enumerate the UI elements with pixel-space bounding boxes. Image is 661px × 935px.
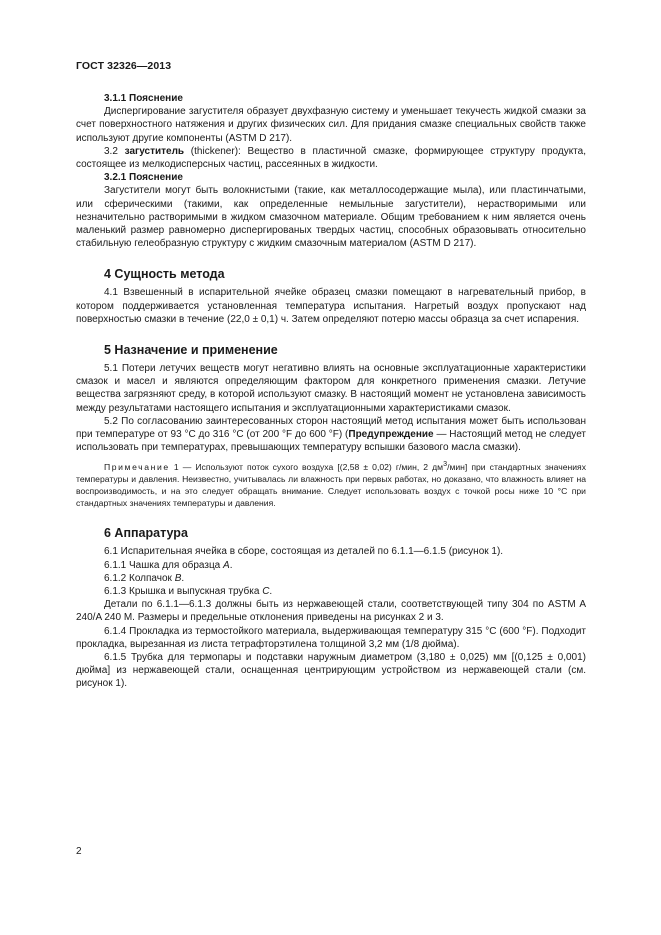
section-6-heading: 6 Аппаратура [104,526,188,541]
details-material-text: Детали по 6.1.1—6.1.3 должны быть из нержавеющей стали, соответствующей типу 304 по ASTM A 240/A 240 M. Размеры и предельные отклонения приведены на рисунках 2 и 3. [76,599,586,624]
clause-6-1-4: 6.1.4 Прокладка из термостойкого материала, выдерживающая температуру 315 °С (600 °F). Подходит прокладка, вырезанная из листа тетрафторэтилена толщиной 3,2 мм (1/8 дюйма). [76,625,586,650]
clause-3-1-1-text: Диспергирование загустителя образует двухфазную систему и уменьшает текучесть жидкой смазки за счет поверхностного натяжения и других физических сил. Для придания смазке специальных свойств также используют другие компоненты (ASTM D 217). [76,106,586,144]
clause-5-2 [76,415,586,455]
clause-6-1-1-letter: А [223,559,230,571]
page-number: 2 [76,846,82,857]
clause-3-2-1-text: Загустители могут быть волокнистыми (такие, как металлосодержащие мыла), или пластинчатыми, или сферическими (такими, как определенные немыльные загустители), нерастворимыми или незначительно растворимыми в жидком смазочном материале. Общим требованием к ним является очень маленький размер равномерно диспергированых твердых частиц, способных образовывать относительно стабильную гелеобразную структуру с жидким смазочным материалом (ASTM D 217). [76,185,586,250]
clause-3-2-number: 3.2 [104,145,118,157]
document-body [76,92,586,691]
clause-3-2 [76,145,586,171]
clause-6-1-3-dot: . [269,585,273,597]
section-4-heading: 4 Сущность метода [104,267,225,282]
clause-3-2-definition: (thickener): Вещество в пластичной смазке, формирующее структуру продукта, состоящее из мелкодисперсных частиц, рассеянных в жидкости. [76,145,586,171]
clause-6-1-1 [76,559,586,572]
clause-6-1-3 [76,585,586,598]
clause-6-1-1-dot: . [229,559,233,571]
clause-5-1: 5.1 Потери летучих веществ могут негативно влиять на основные эксплуатационные характеристики смазок и масел и являются определяющим фактором для конкретного применения смазки. Летучие вещества загрязняют среду, в которой используют смазку. В настоящий момент не установлена зависимость между результатами настоящего испытания и эксплуатационными характеристиками смазок. [76,363,586,414]
clause-6-1-2-dot: . [181,572,185,584]
clause-6-1-2-text: 6.1.2 Колпачок [104,572,175,584]
clause-5-2-text-end: — Настоящий метод не следует использовать при температурах, превышающих температуру вспышки базового масла смазки). [76,429,586,454]
clause-3-1-1-heading: 3.1.1 Пояснение [104,93,183,104]
clause-6-1: 6.1 Испарительная ячейка в сборе, состоящая из деталей по 6.1.1—6.1.5 (рисунок 1). [104,546,504,558]
note-1 [76,458,586,509]
clause-6-1-2 [76,572,586,585]
clause-6-1-3-text: 6.1.3 Крышка и выпускная трубка [104,585,263,597]
clause-6-1-1-text: 6.1.1 Чашка для образца [104,559,224,571]
note-text-end: /мин] при стандартных значениях температуры и давления. Неизвестно, учитывалась ли влажность при первых работах, но доказано, что влажность влияет на воспроизводимость, и на это следует обращать внимание. Следует использовать воздух с точкой росы ниже 10 °С при стандартных значениях температуры и давления. [76,462,586,509]
note-text-start: 1 — Используют поток сухого воздуха [(2,58 ± 0,02) г/мин, 2 дм [169,462,444,473]
clause-6-1-5: 6.1.5 Трубка для термопары и подставки наружным диаметром (3,180 ± 0,025) мм [(0,125 ± 0,001) дюйма] из нержавеющей стали, оснащенная центрирующим устройством из нержавеющей стали (см. рисунок 1). [76,651,586,690]
note-superscript: 3 [443,460,448,469]
note-label: Примечание [104,462,170,473]
clause-6-1-2-letter: В [174,572,182,584]
warning-label: Предупреждение [348,429,434,441]
term-thickener: загуститель [124,145,185,157]
clause-3-2-1-heading: 3.2.1 Пояснение [104,172,183,184]
clause-4-1: 4.1 Взвешенный в испарительной ячейке образец смазки помещают в нагревательный прибор, в котором поддерживается установленная температура испытания. Нагретый воздух пропускают над поверхностью смазки в течение (22,0 ± 0,1) ч. Затем определяют потерю массы образца за счет испарения. [76,287,586,325]
document-header: ГОСТ 32326—2013 [76,60,172,72]
clause-5-2-text-start: 5.2 По согласованию заинтересованных сторон настоящий метод испытания может быть использован при температуре от 93 °С до 316 °С (от 200 °F до 600 °F) ( [76,415,586,441]
clause-6-1-3-letter: С [262,585,270,597]
section-5-heading: 5 Назначение и применение [104,343,278,358]
